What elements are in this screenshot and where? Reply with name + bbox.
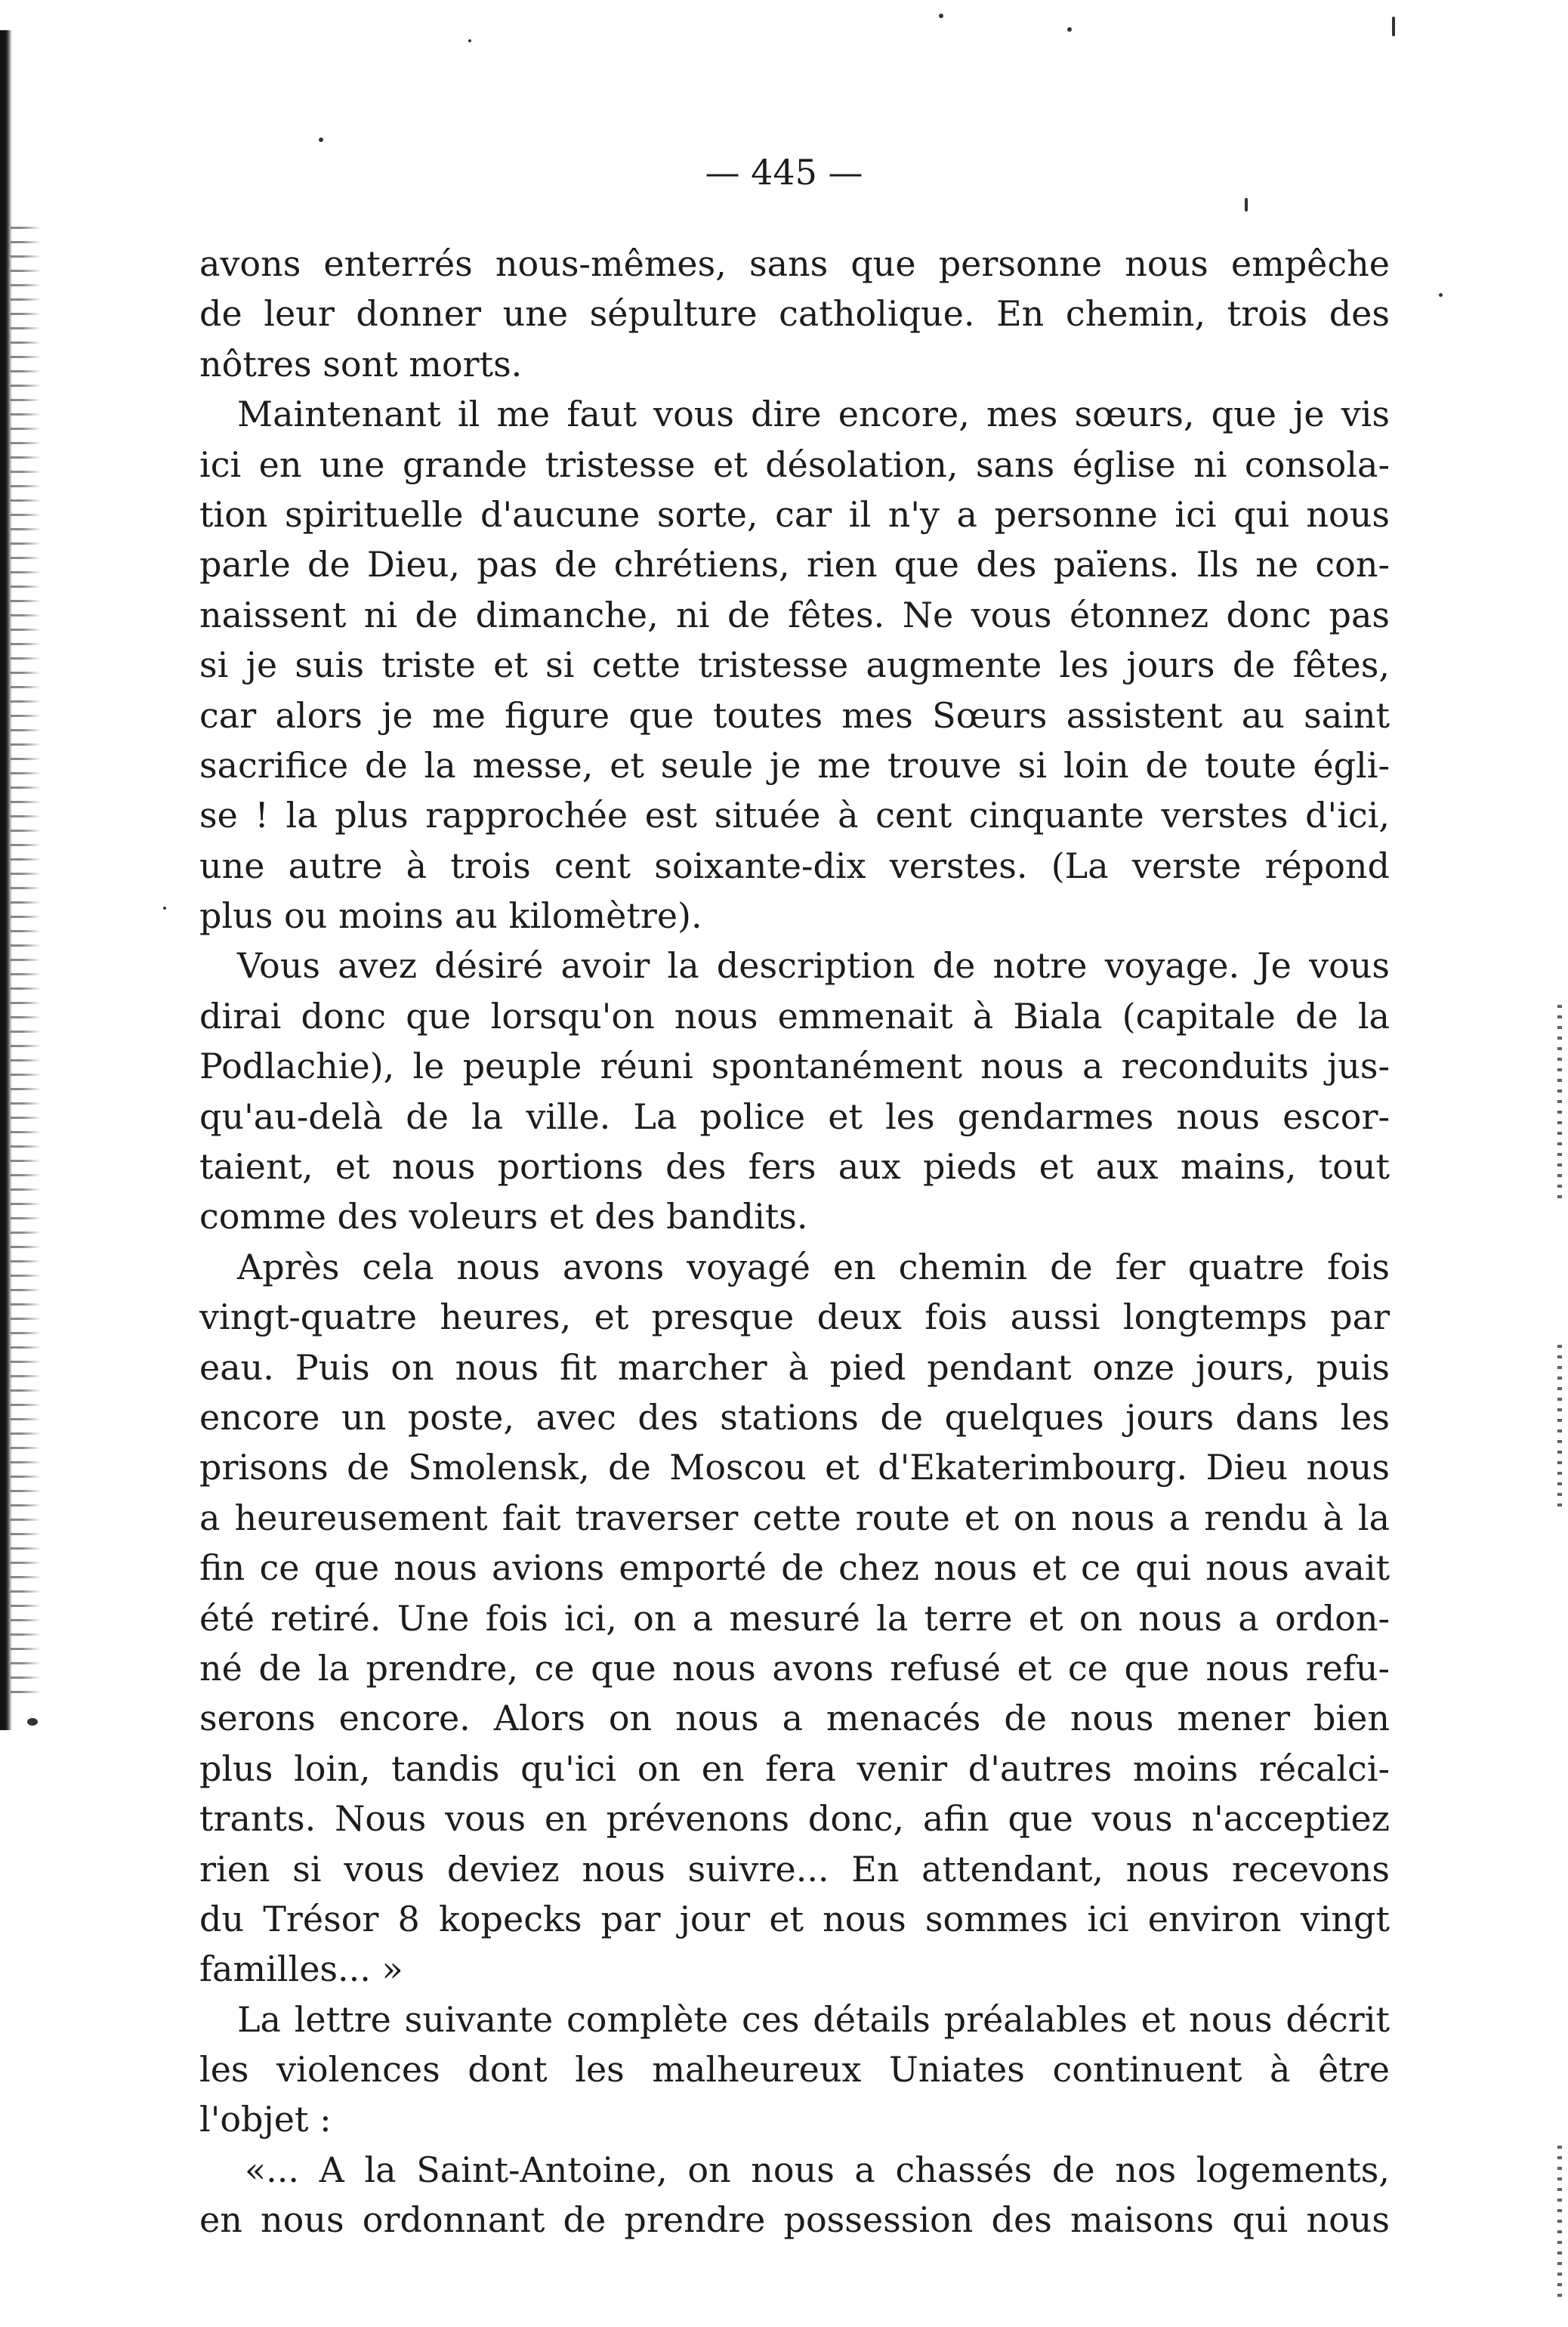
text-line: plus ou moins au kilomètre).	[199, 895, 702, 937]
text-line: Vous avez désiré avoir la description de notre voyage. Je vous	[237, 945, 1390, 987]
text-line: se ! la plus rapprochée est située à cent cinquante verstes d'ici,	[199, 795, 1390, 836]
scan-speck	[1067, 27, 1072, 32]
text-line: eau. Puis on nous fit marcher à pied pendant onze jours, puis	[199, 1346, 1390, 1388]
scan-speck	[319, 138, 323, 142]
text-line: Podlachie), le peuple réuni spontanément nous a reconduits jus-	[199, 1046, 1390, 1087]
text-line: familles... »	[199, 1948, 403, 1990]
text-line: car alors je me figure que toutes mes Sœurs assistent au saint	[199, 694, 1390, 736]
text-line: les violences dont les malheureux Uniates continuent à être	[199, 2049, 1390, 2091]
text-line: né de la prendre, ce que nous avons refusé et ce que nous refu-	[199, 1647, 1390, 1689]
scan-edge-marks	[11, 227, 41, 1700]
text-line: en nous ordonnant de prendre possession des maisons qui nous	[199, 2199, 1390, 2241]
text-line: nôtres sont morts.	[199, 343, 523, 385]
scan-speck	[468, 39, 471, 42]
scan-speck	[27, 1718, 38, 1726]
text-line: Maintenant il me faut vous dire encore, mes sœurs, que je vis	[237, 394, 1390, 435]
text-line: si je suis triste et si cette tristesse augmente les jours de fêtes,	[199, 644, 1390, 686]
text-line: «... A la Saint-Antoine, on nous a chassés de nos logements,	[245, 2149, 1390, 2190]
text-line: tion spirituelle d'aucune sorte, car il n'y a personne ici qui nous	[199, 493, 1390, 535]
scan-right-noise	[1557, 2146, 1562, 2297]
page-number: — 445 —	[705, 152, 863, 193]
text-line: encore un poste, avec des stations de quelques jours dans les	[199, 1396, 1390, 1438]
text-line: trants. Nous vous en prévenons donc, afin que vous n'acceptiez	[199, 1798, 1390, 1840]
text-line: l'objet :	[199, 2099, 332, 2140]
text-line: parle de Dieu, pas de chrétiens, rien que des païens. Ils ne con-	[199, 544, 1390, 586]
body-text	[199, 239, 1390, 2245]
text-line: fin ce que nous avions emporté de chez nous et ce qui nous avait	[199, 1547, 1390, 1589]
scan-speck	[1392, 17, 1395, 36]
scan-speck	[163, 907, 166, 910]
text-line: vingt-quatre heures, et presque deux fois aussi longtemps par	[199, 1296, 1390, 1338]
text-line: dirai donc que lorsqu'on nous emmenait à Biala (capitale de la	[199, 995, 1390, 1037]
text-line: de leur donner une sépulture catholique. En chemin, trois des	[199, 293, 1390, 335]
text-line: sacrifice de la messe, et seule je me trouve si loin de toute égli-	[199, 744, 1390, 786]
text-line: plus loin, tandis qu'ici on en fera venir d'autres moins récalci-	[199, 1748, 1390, 1789]
text-line: taient, et nous portions des fers aux pieds et aux mains, tout	[199, 1146, 1390, 1188]
text-line: comme des voleurs et des bandits.	[199, 1196, 808, 1238]
text-line: avons enterrés nous-mêmes, sans que personne nous empêche	[199, 243, 1390, 284]
scan-speck	[939, 14, 943, 18]
text-line: La lettre suivante complète ces détails préalables et nous décrit	[237, 1998, 1390, 2040]
text-line: qu'au-delà de la ville. La police et les gendarmes nous escor-	[199, 1096, 1390, 1137]
text-line: naissent ni de dimanche, ni de fêtes. Ne vous étonnez donc pas	[199, 594, 1390, 635]
scan-speck	[1439, 293, 1443, 297]
scan-speck	[1245, 198, 1248, 212]
text-line: rien si vous deviez nous suivre... En attendant, nous recevons	[199, 1848, 1390, 1890]
text-line: ici en une grande tristesse et désolation, sans église ni consola-	[199, 443, 1390, 485]
text-line: du Trésor 8 kopecks par jour et nous sommes ici environ vingt	[199, 1898, 1390, 1939]
text-line: une autre à trois cent soixante-dix verstes. (La verste répond	[199, 845, 1390, 886]
scan-right-noise	[1557, 1005, 1562, 1201]
text-line: prisons de Smolensk, de Moscou et d'Ekaterimbourg. Dieu nous	[199, 1447, 1390, 1488]
text-line: a heureusement fait traverser cette route et on nous a rendu à la	[199, 1497, 1390, 1538]
text-line: été retiré. Une fois ici, on a mesuré la terre et on nous a ordon-	[199, 1597, 1390, 1639]
text-line: serons encore. Alors on nous a menacés de nous mener bien	[199, 1698, 1390, 1739]
text-line: Après cela nous avons voyagé en chemin de fer quatre fois	[237, 1246, 1390, 1287]
scan-right-noise	[1557, 1345, 1562, 1511]
